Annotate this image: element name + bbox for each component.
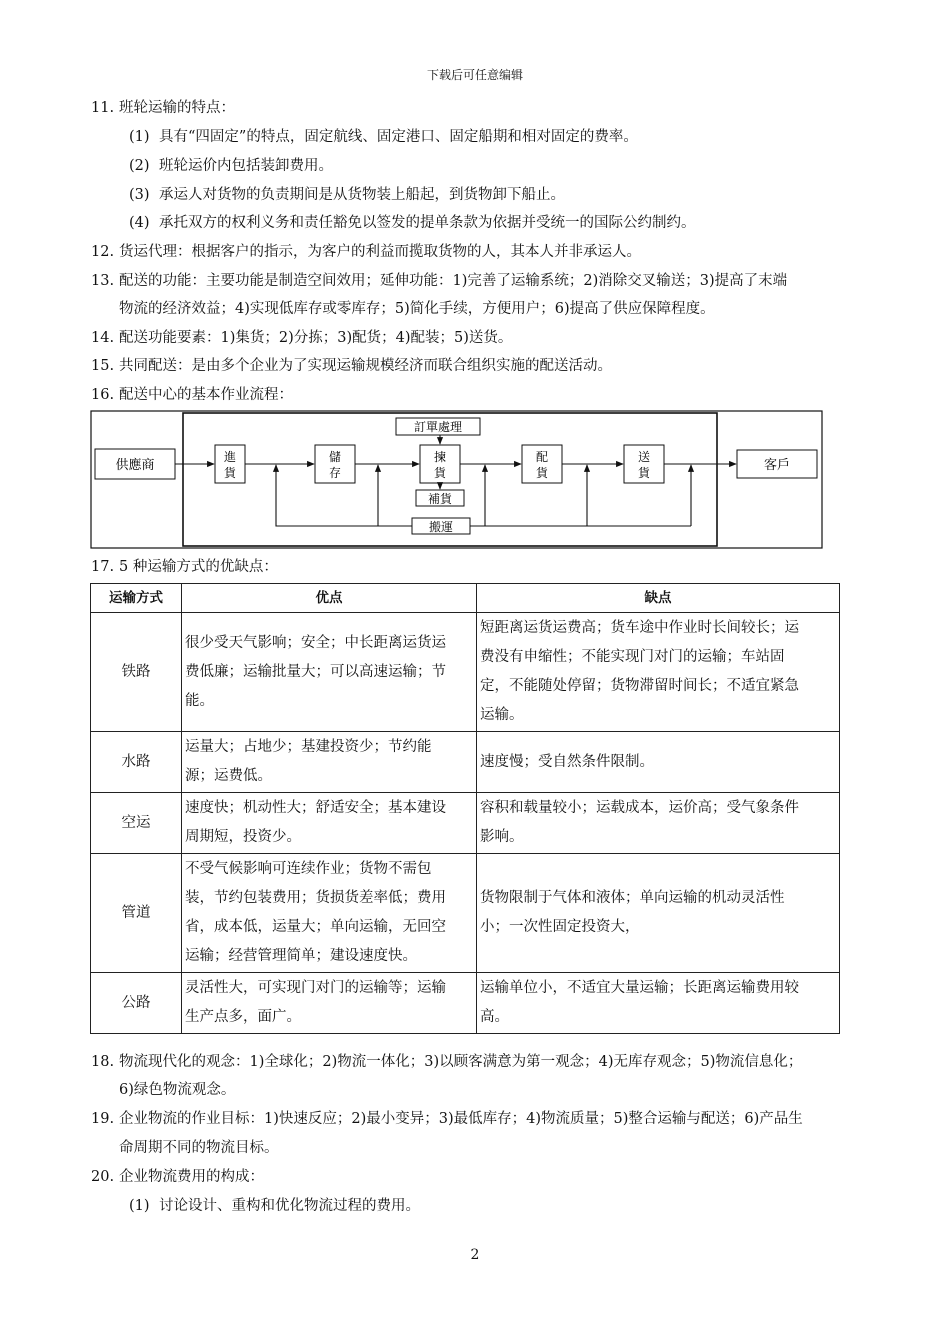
table-row (91, 613, 840, 732)
svg-text:貨: 貨 (637, 466, 651, 480)
item-number: (1) (129, 1198, 150, 1214)
table-row (91, 732, 840, 793)
list-item (91, 1109, 803, 1129)
item-text: 6)绿色物流观念。 (119, 1082, 236, 1098)
page-number: 2 (470, 1247, 480, 1263)
cons-cell: 货物限制于气体和液体；单向运输的机动灵活性 小；一次性固定投资大， (477, 854, 840, 973)
item-number: 19. (91, 1111, 115, 1127)
item-number: (3) (129, 187, 150, 203)
step-assembling (522, 445, 562, 483)
svg-text:貨: 貨 (535, 466, 549, 480)
step-picking (420, 445, 460, 483)
item-text: 承运人对货物的负责期间是从货物装上船起，到货物卸下船止。 (159, 187, 565, 203)
cons-cell: 运输单位小，不适宜大量运输；长距离运输费用较 高。 (477, 973, 840, 1034)
list-item (129, 127, 638, 147)
customer-label: 客戶 (763, 458, 791, 473)
item-text: 物流的经济效益；4)实现低库存或零库存；5)简化手续，方便用户；6)提高了供应保障程度。 (119, 301, 715, 317)
pros-cell: 速度快；机动性大；舒适安全；基本建设 周期短，投资少。 (182, 793, 477, 854)
order-processing-label: 訂單處理 (413, 420, 463, 434)
page-header: 下载后可任意编辑 (426, 68, 523, 82)
svg-text:儲: 儲 (328, 450, 342, 464)
list-item-continuation (119, 1080, 235, 1100)
pros-cell: 灵活性大，可实现门对门的运输等；运输 生产点多，面广。 (182, 973, 477, 1034)
list-item (91, 271, 787, 291)
mode-cell: 管道 (91, 854, 182, 973)
cons-cell: 容积和载量较小；运载成本，运价高；受气象条件 影响。 (477, 793, 840, 854)
list-item (91, 1052, 802, 1072)
item-text: 具有“四固定”的特点，固定航线、固定港口、固定船期和相对固定的费率。 (159, 129, 638, 145)
transport-comparison-table (90, 583, 840, 1034)
item-text: 配送中心的基本作业流程： (119, 387, 293, 403)
item-number: 20. (91, 1169, 115, 1185)
item-number: 16. (91, 387, 115, 403)
item-text: 企业物流的作业目标：1)快速反应；2)最小变异；3)最低库存；4)物流质量；5)整合运输与配送；6)产品生 (119, 1111, 803, 1127)
list-item (91, 356, 612, 376)
list-item (91, 1167, 264, 1187)
table-row (91, 973, 840, 1034)
item-number: 17. (91, 559, 115, 575)
svg-text:配: 配 (535, 450, 549, 464)
header-mode: 运输方式 (91, 584, 182, 613)
list-item (91, 242, 641, 262)
item-number: 11. (91, 100, 115, 116)
list-item (91, 385, 293, 405)
list-item (129, 213, 696, 233)
item-text: 承托双方的权利义务和责任豁免以签发的提单条款为依据并受统一的国际公约制约。 (159, 215, 696, 231)
list-item-continuation (119, 299, 715, 319)
cons-cell: 短距离运货运费高；货车途中作业时长间较长；运 费没有申缩性；不能实现门对门的运输；车站固 定，不能随处停留；货物滞留时间长；不适宜紧急 运输。 (477, 613, 840, 732)
item-text: 配送功能要素：1)集货；2)分拣；3)配货；4)配装；5)送货。 (119, 330, 513, 346)
supplier-label: 供應商 (115, 458, 155, 473)
step-storage (315, 445, 355, 483)
list-item-continuation (119, 1138, 279, 1158)
item-text: 班轮运价内包括装卸费用。 (159, 158, 333, 174)
list-item (91, 328, 512, 348)
table-row (91, 793, 840, 854)
item-number: (4) (129, 215, 150, 231)
list-item (91, 557, 278, 577)
item-text: 企业物流费用的构成： (119, 1169, 264, 1185)
mode-cell: 铁路 (91, 613, 182, 732)
svg-text:貨: 貨 (433, 466, 447, 480)
item-number: 12. (91, 244, 115, 260)
distribution-flow-diagram (90, 410, 824, 550)
list-item (91, 98, 235, 118)
item-text: 命周期不同的物流目标。 (119, 1140, 279, 1156)
table-header-row (91, 584, 840, 613)
item-text: 班轮运输的特点： (119, 100, 235, 116)
svg-text:揀: 揀 (433, 450, 447, 464)
replenish-label: 補貨 (427, 492, 453, 506)
svg-text:送: 送 (637, 450, 651, 464)
cons-cell: 速度慢；受自然条件限制。 (477, 732, 840, 793)
mode-cell: 公路 (91, 973, 182, 1034)
item-number: 18. (91, 1054, 115, 1070)
item-number: 15. (91, 358, 115, 374)
svg-text:進: 進 (223, 450, 237, 464)
item-text: 讨论设计、重构和优化物流过程的费用。 (159, 1198, 420, 1214)
list-item (129, 156, 333, 176)
list-item (129, 1196, 420, 1216)
pros-cell: 不受气候影响可连续作业；货物不需包 装，节约包装费用；货损货差率低；费用 省，成本低，运量大；单向运输，无回空 运输；经营管理简单；建设速度快。 (182, 854, 477, 973)
pros-cell: 很少受天气影响；安全；中长距离运货运 费低廉；运输批量大；可以高速运输；节 能。 (182, 613, 477, 732)
item-text: 物流现代化的观念：1)全球化；2)物流一体化；3)以顾客满意为第一观念；4)无库存观念；5)物流信息化； (119, 1054, 803, 1070)
handling-label: 搬運 (428, 520, 454, 534)
item-number: (2) (129, 158, 150, 174)
svg-text:貨: 貨 (223, 466, 237, 480)
item-number: 14. (91, 330, 115, 346)
item-text: 5 种运输方式的优缺点： (119, 559, 278, 575)
mode-cell: 空运 (91, 793, 182, 854)
step-delivery (624, 445, 664, 483)
item-number: (1) (129, 129, 150, 145)
mode-cell: 水路 (91, 732, 182, 793)
header-cons: 缺点 (477, 584, 840, 613)
svg-text:存: 存 (328, 466, 342, 480)
step-receiving (215, 445, 245, 483)
item-text: 配送的功能：主要功能是制造空间效用；延伸功能：1)完善了运输系统；2)消除交叉输送；3)提高了末端 (119, 273, 788, 289)
item-text: 共同配送：是由多个企业为了实现运输规模经济而联合组织实施的配送活动。 (119, 358, 612, 374)
list-item (129, 185, 565, 205)
header-pros: 优点 (182, 584, 477, 613)
pros-cell: 运量大；占地少；基建投资少；节约能 源；运费低。 (182, 732, 477, 793)
item-number: 13. (91, 273, 115, 289)
item-text: 货运代理：根据客户的指示，为客户的利益而揽取货物的人，其本人并非承运人。 (119, 244, 641, 260)
table-row (91, 854, 840, 973)
